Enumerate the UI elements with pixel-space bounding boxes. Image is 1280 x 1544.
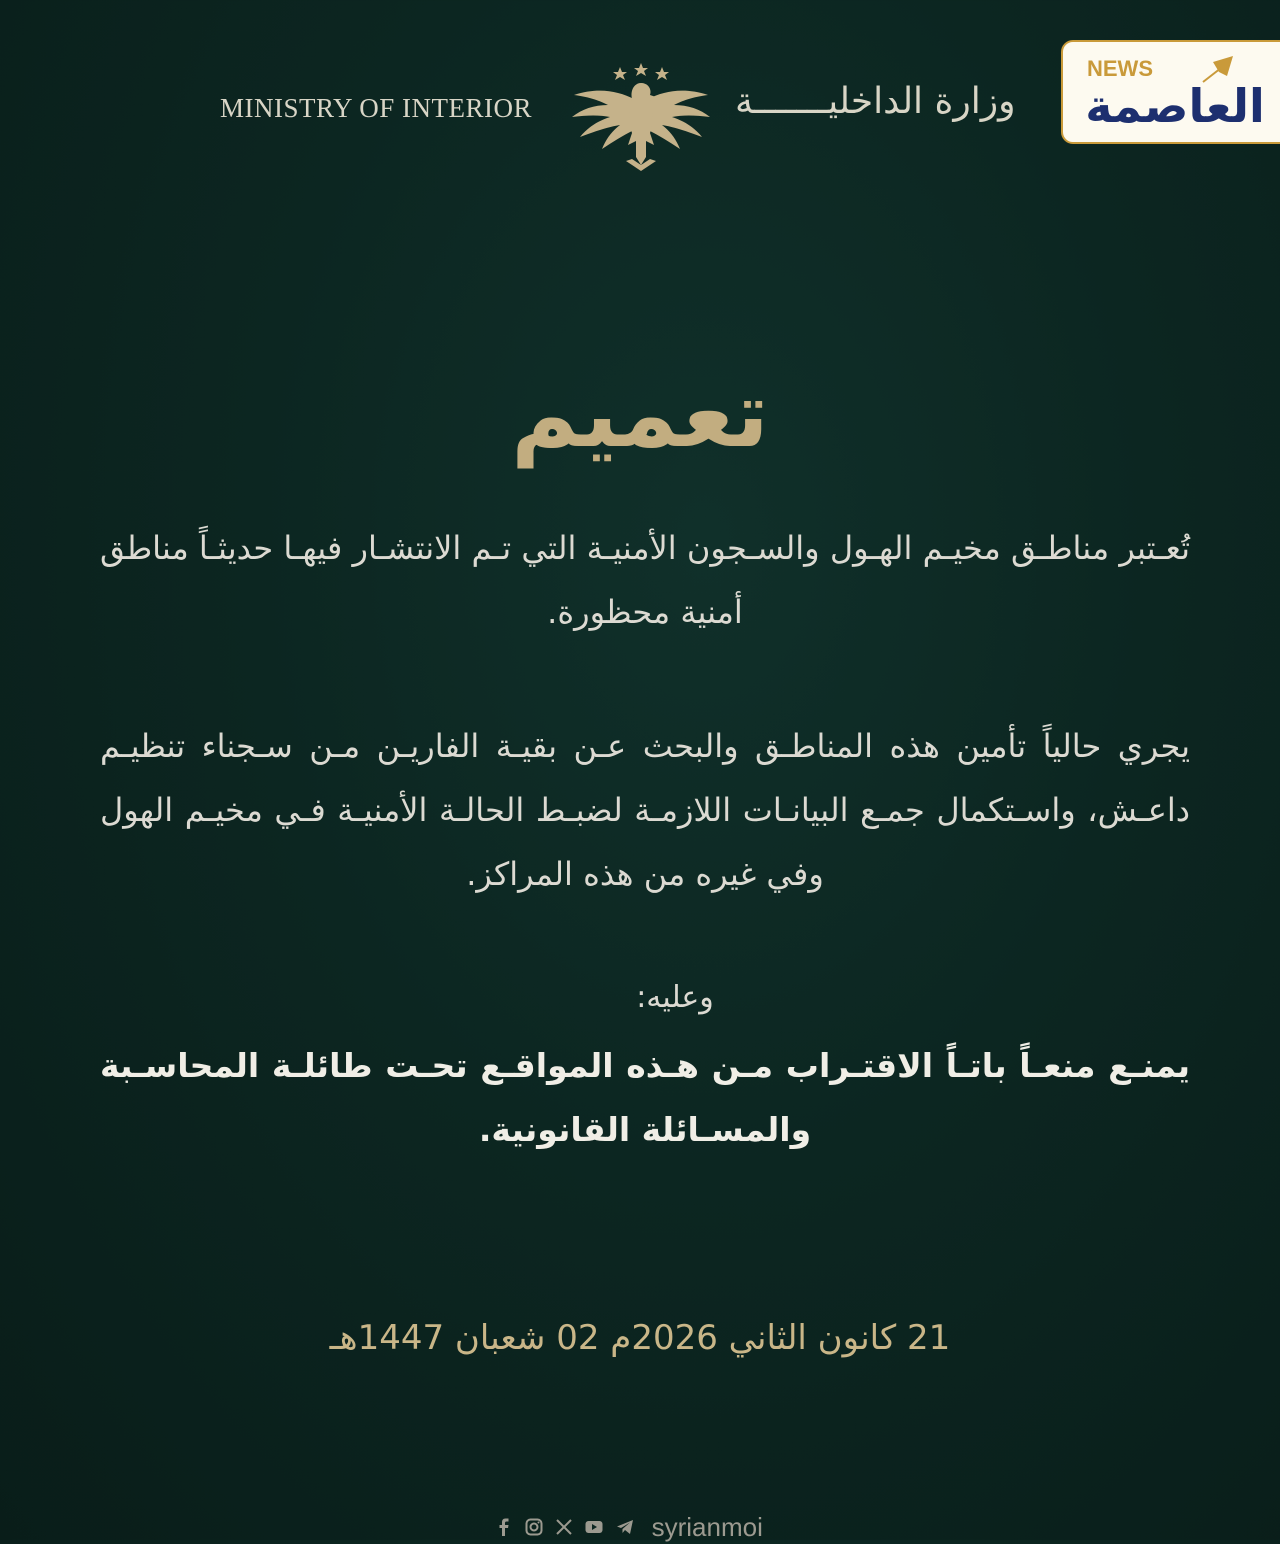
logo-arabic-text: العاصمة: [1085, 79, 1265, 133]
news-channel-logo: [1061, 40, 1280, 144]
notice-title: تعميم: [511, 361, 769, 468]
telegram-icon[interactable]: [616, 1518, 634, 1536]
x-icon[interactable]: [555, 1518, 573, 1536]
youtube-icon[interactable]: [585, 1518, 603, 1536]
ministry-arabic-title: وزارة الداخليـــــــة: [735, 81, 1016, 122]
facebook-icon[interactable]: [495, 1518, 513, 1536]
logo-news-text: NEWS: [1087, 56, 1153, 81]
notice-paragraph-2: يجري حالياً تأمين هذه المناطـق والبحث عـن بقيـة الفاريـن مـن سـجناء تنظيـم داعـش، واسـتكمال جمـع البيانـات اللازمـة لضبـط الحالـة الأمنيـة فـي مخيـم الهول وفي غيره من هذه المراكز.: [100, 727, 1190, 893]
instagram-icon[interactable]: [525, 1518, 543, 1536]
golden-eagle-emblem-icon: [568, 61, 714, 173]
news-logo-icon: [1063, 42, 1280, 142]
ministry-english-title: MINISTRY OF INTERIOR: [220, 93, 533, 123]
notice-date: 21 كانون الثاني 2026م 02 شعبان 1447هـ: [329, 1318, 951, 1358]
social-handle[interactable]: syrianmoi: [651, 1512, 763, 1542]
social-footer: [495, 1512, 763, 1542]
notice-ruling: يمنـع منعـاً باتـاً الاقتـراب مـن هـذه المواقـع تحـت طائلـة المحاسـبة والمسـائلة القانونية.: [100, 1046, 1190, 1149]
notice-lead-in: وعليه:: [636, 980, 714, 1015]
notice-paragraph-1: تُعـتبر مناطـق مخيـم الهـول والسـجون الأمنيـة التي تـم الانتشـار فيهـا حديثـاً مناطق أمنية محظورة.: [100, 529, 1190, 631]
